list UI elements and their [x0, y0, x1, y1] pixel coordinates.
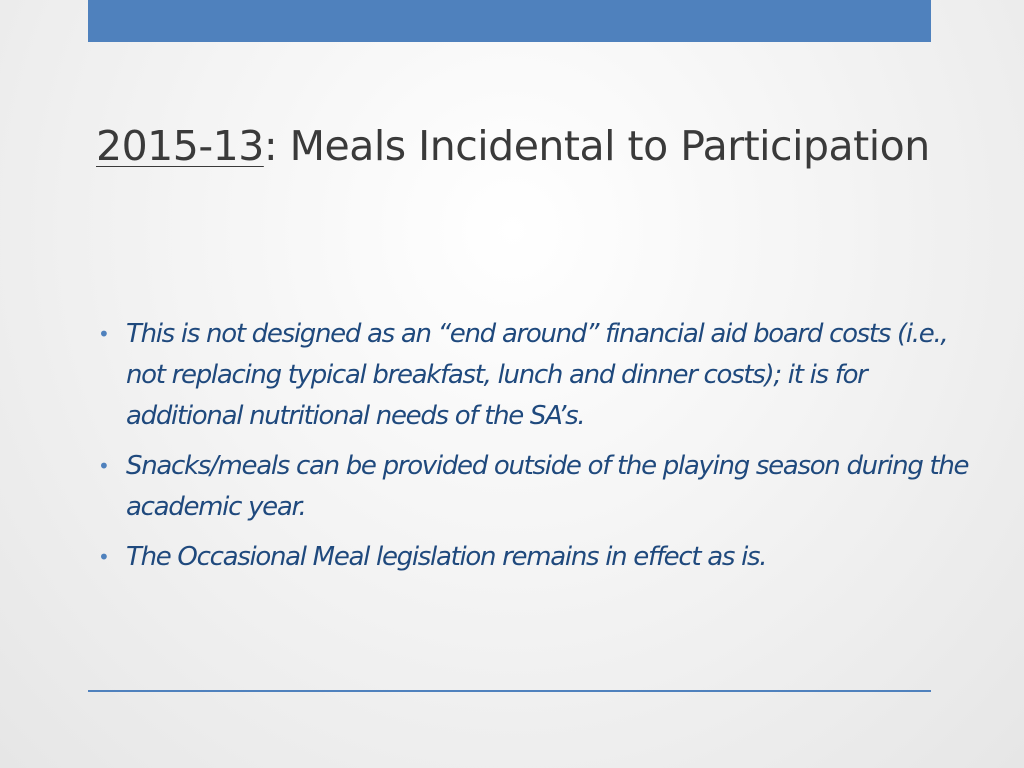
- bottom-divider: [88, 690, 931, 692]
- bullet-item: [96, 446, 976, 528]
- bullet-dot-icon: •: [98, 545, 109, 569]
- slide-title: [96, 116, 996, 176]
- bullet-text: This is not designed as an “end around” financial aid board costs (i.e., not replacing typical breakfast, lunch and dinner costs); it is for additional nutritional needs of the SA’s.: [126, 319, 948, 431]
- proposal-number: 2015-13: [96, 122, 264, 170]
- title-text: : Meals Incidental to Participation: [263, 122, 930, 170]
- bullet-dot-icon: •: [98, 322, 109, 346]
- top-accent-bar: [88, 0, 931, 42]
- bullet-item: [96, 314, 976, 437]
- bullet-text: Snacks/meals can be provided outside of the playing season during the academic year.: [126, 451, 969, 522]
- bullet-text: The Occasional Meal legislation remains in effect as is.: [126, 542, 767, 572]
- bullet-list: [96, 314, 976, 587]
- bullet-dot-icon: •: [98, 454, 109, 478]
- bullet-item: [96, 537, 976, 578]
